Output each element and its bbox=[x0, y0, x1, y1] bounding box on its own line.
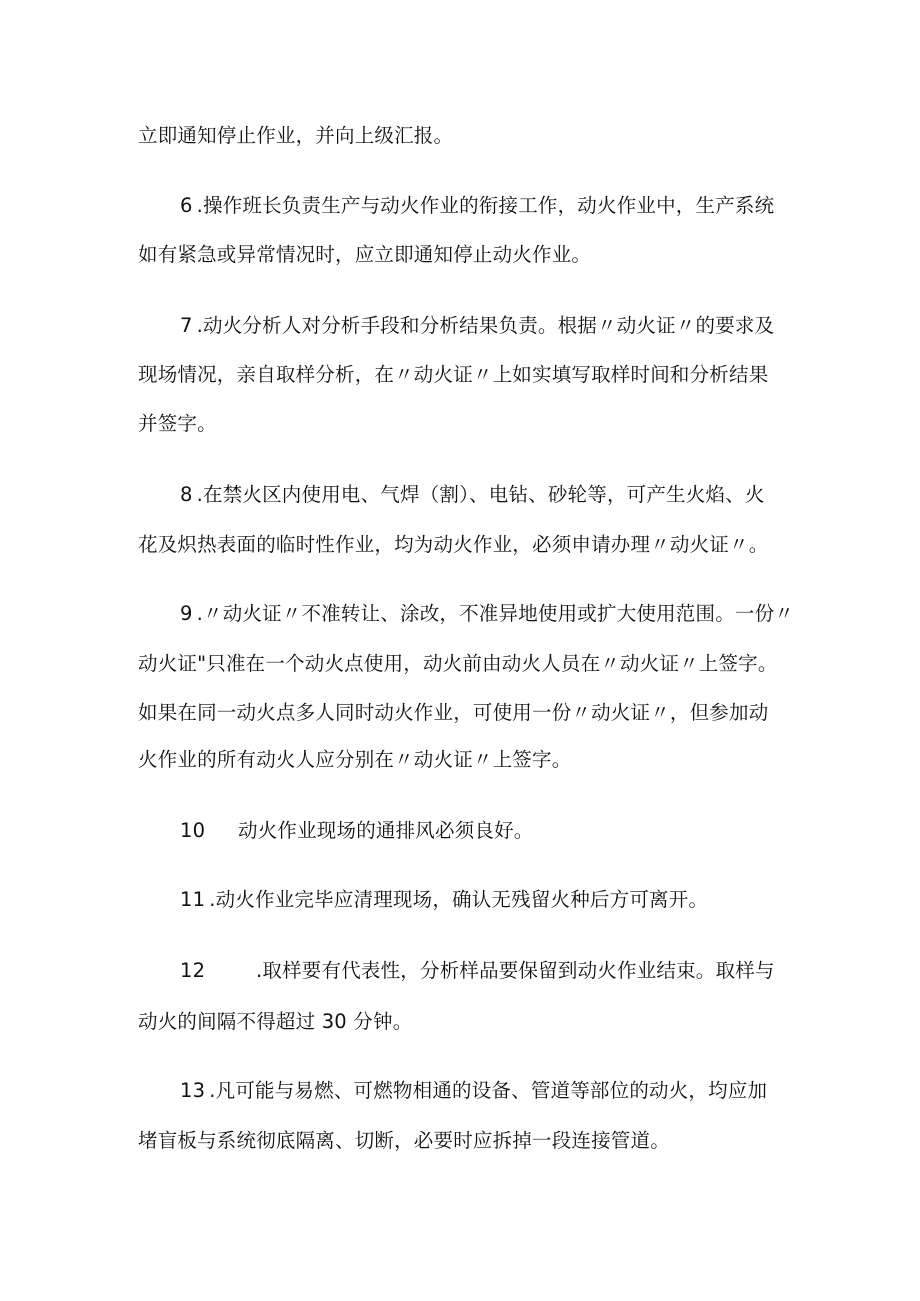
item-number: 13 bbox=[180, 1079, 206, 1102]
item-7-line-1 bbox=[180, 312, 774, 340]
item-number: 6 bbox=[180, 194, 193, 217]
item-number: 9 bbox=[180, 602, 193, 625]
item-9-line-3 bbox=[138, 699, 768, 727]
item-6-line-1 bbox=[180, 192, 774, 220]
item-7-line-2 bbox=[138, 361, 768, 389]
paragraph-text: .凡可能与易燃、可燃物相通的设备、管道等部位的动火，均应加 bbox=[209, 1079, 768, 1102]
paragraph-text: 火作业的所有动火人应分别在〃动火证〃上签字。 bbox=[138, 748, 572, 771]
item-9-line-2 bbox=[138, 650, 778, 678]
item-number: 12 bbox=[180, 959, 206, 982]
paragraph-continuation-line bbox=[138, 122, 453, 150]
item-11-line-1 bbox=[180, 886, 708, 914]
item-number: 7 bbox=[180, 314, 193, 337]
paragraph-text: 花及炽热表面的临时性作业，均为动火作业，必须申请办理〃动火证〃。 bbox=[138, 533, 769, 556]
item-9-line-4 bbox=[138, 746, 571, 774]
item-10-line-1 bbox=[180, 817, 534, 845]
paragraph-text: .操作班长负责生产与动火作业的衔接工作，动火作业中，生产系统 bbox=[196, 194, 775, 217]
paragraph-text: 如果在同一动火点多人同时动火作业，可使用一份〃动火证〃，但参加动 bbox=[138, 701, 769, 724]
paragraph-text: .〃动火证〃不准转让、涂改，不准异地使用或扩大使用范围。一份〃 bbox=[196, 602, 795, 625]
paragraph-text: .在禁火区内使用电、气焊（割）、电钻、砂轮等，可产生火焰、火 bbox=[196, 483, 765, 506]
paragraph-text: 如有紧急或异常情况时，应立即通知停止动火作业。 bbox=[138, 243, 592, 266]
paragraph-text: 动火证"只准在一个动火点使用，动火前由动火人员在〃动火证〃上签字。 bbox=[138, 652, 778, 675]
paragraph-text: 现场情况，亲自取样分析，在〃动火证〃上如实填写取样时间和分析结果 bbox=[138, 363, 769, 386]
item-number: 8 bbox=[180, 483, 193, 506]
item-8-line-1 bbox=[180, 481, 765, 509]
paragraph-text: .取样要有代表性，分析样品要保留到动火作业结束。取样与 bbox=[256, 959, 775, 982]
item-8-line-2 bbox=[138, 531, 768, 559]
item-6-line-2 bbox=[138, 241, 591, 269]
paragraph-text: 动火作业现场的通排风必须良好。 bbox=[238, 819, 534, 842]
item-13-line-1 bbox=[180, 1077, 767, 1105]
paragraph-text: 并签字。 bbox=[138, 412, 217, 435]
item-number: 11 bbox=[180, 888, 206, 911]
item-13-line-2 bbox=[138, 1127, 670, 1155]
paragraph-text: 立即通知停止作业，并向上级汇报。 bbox=[138, 124, 454, 147]
paragraph-text: 堵盲板与系统彻底隔离、切断，必要时应拆掉一段连接管道。 bbox=[138, 1129, 670, 1152]
paragraph-text: .动火分析人对分析手段和分析结果负责。根据〃动火证〃的要求及 bbox=[196, 314, 775, 337]
item-12-line-1 bbox=[180, 957, 775, 985]
paragraph-text: .动火作业完毕应清理现场，确认无残留火种后方可离开。 bbox=[209, 888, 709, 911]
item-7-line-3 bbox=[138, 410, 217, 438]
item-12-line-2 bbox=[138, 1008, 412, 1036]
item-9-line-1 bbox=[180, 600, 794, 628]
paragraph-text: 动火的间隔不得超过 30 分钟。 bbox=[138, 1010, 413, 1033]
item-number: 10 bbox=[180, 819, 206, 842]
